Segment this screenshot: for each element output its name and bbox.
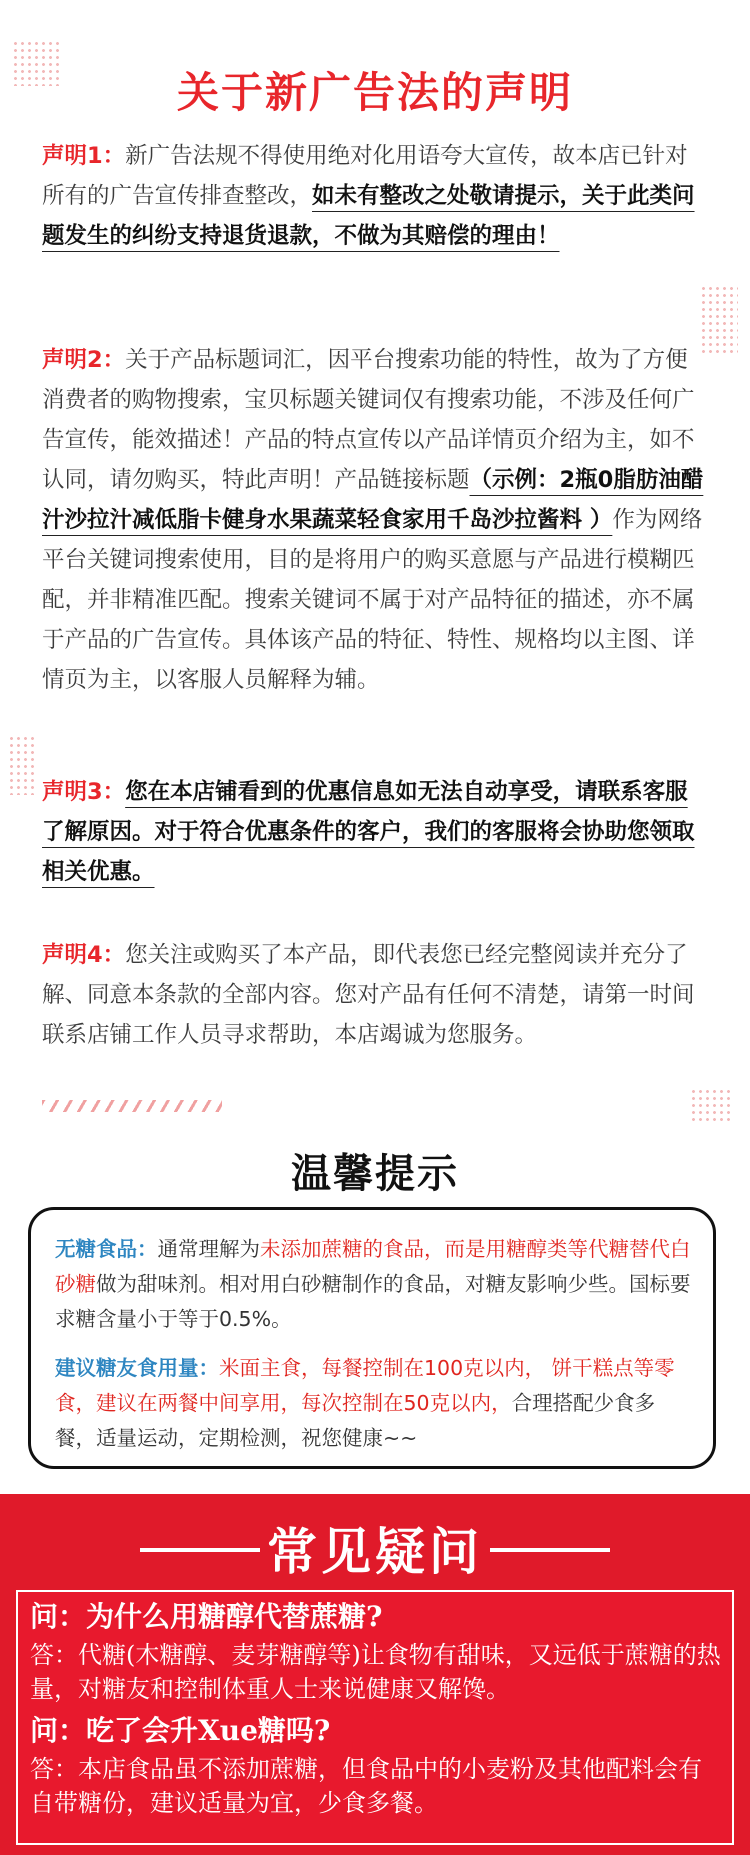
decorative-dots <box>8 735 34 795</box>
declaration-label: 声明4： <box>42 942 126 968</box>
declaration-text: 新广告法规不得使用绝对化用语夸大宣传，故本店已针对所有的广告宣传排查整改， <box>42 143 688 209</box>
faq-header <box>0 1512 750 1582</box>
decorative-slashes <box>42 1100 222 1112</box>
tips-title: 温馨提示 <box>291 1151 459 1197</box>
declaration-3 <box>42 772 710 892</box>
declaration-2 <box>42 340 710 700</box>
faq-title-line-right <box>490 1548 610 1552</box>
declaration-emphasis: 您在本店铺看到的优惠信息如无法自动享受，请联系客服了解原因。对于符合优惠条件的客户，我们的客服将会协助您领取相关优惠。 <box>42 779 695 885</box>
tip-item <box>55 1232 691 1337</box>
tip-post: 做为甜味剂。相对用白砂糖制作的食品，对糖友影响少些。国标要求糖含量小于等于0.5%。 <box>55 1272 691 1331</box>
tip-pre: 通常理解为 <box>157 1237 260 1261</box>
faq-question: 问：为什么用糖醇代替蔗糖? <box>30 1600 383 1633</box>
faq-section <box>0 1494 750 1855</box>
faq-panel <box>16 1590 734 1845</box>
declaration-label: 声明1： <box>42 143 126 169</box>
declaration-1 <box>42 136 710 256</box>
declaration-label: 声明3： <box>42 779 126 805</box>
tips-box <box>28 1207 716 1469</box>
declaration-emphasis: （示例：2瓶0脂肪油醋汁沙拉汁减低脂卡健身水果蔬菜轻食家用千岛沙拉酱料 ） <box>42 467 704 533</box>
declaration-title: 关于新广告法的声明 <box>176 68 573 117</box>
tip-item <box>55 1351 691 1456</box>
declaration-label: 声明2： <box>42 347 126 373</box>
declaration-emphasis: 如未有整改之处敬请提示，关于此类问题发生的纠纷支持退货退款，不做为其赔偿的理由！ <box>42 183 695 249</box>
tip-highlight: 米面主食，每餐控制在100克以内， 饼干糕点等零食，建议在两餐中间享用，每次控制在50克以内， <box>55 1356 675 1415</box>
tip-label: 建议糖友食用量： <box>55 1356 219 1380</box>
declaration-text: 您关注或购买了本产品，即代表您已经完整阅读并充分了解、同意本条款的全部内容。您对产品有任何不清楚，请第一时间联系店铺工作人员寻求帮助，本店竭诚为您服务。 <box>42 942 695 1048</box>
decorative-dots <box>690 1088 730 1124</box>
faq-question: 问：吃了会升Xue糖吗? <box>30 1714 331 1747</box>
faq-answer: 答：本店食品虽不添加蔗糖，但食品中的小麦粉及其他配料会有自带糖份，建议适量为宜，少食多餐。 <box>30 1755 702 1817</box>
tip-highlight: 未添加蔗糖的食品，而是用糖醇类等代糖替代白砂糖 <box>55 1237 691 1296</box>
declaration-4 <box>42 935 710 1055</box>
faq-title: 常见疑问 <box>267 1522 483 1581</box>
tip-post: 合理搭配少食多餐，适量运动，定期检测，祝您健康~~ <box>55 1391 656 1450</box>
tip-label: 无糖食品： <box>55 1237 158 1261</box>
declaration-text-after: 作为网络平台关键词搜索使用，目的是将用户的购买意愿与产品进行模糊匹配，并非精准匹配。搜索关键词不属于对产品特征的描述，亦不属于产品的广告宣传。具体该产品的特征、特性、规格均以主图、详情页为主，以客服人员解释为辅。 <box>42 507 703 693</box>
faq-answer: 答：代糖(木糖醇、麦芽糖醇等)让食物有甜味，又远低于蔗糖的热量，对糖友和控制体重人士来说健康又解馋。 <box>30 1641 721 1703</box>
declaration-text: 关于产品标题词汇，因平台搜索功能的特性，故为了方便消费者的购物搜索，宝贝标题关键词仅有搜索功能，不涉及任何广告宣传，能效描述！产品的特点宣传以产品详情页介绍为主，如不认同，请勿购买，特此声明！产品链接标题 <box>42 347 695 493</box>
